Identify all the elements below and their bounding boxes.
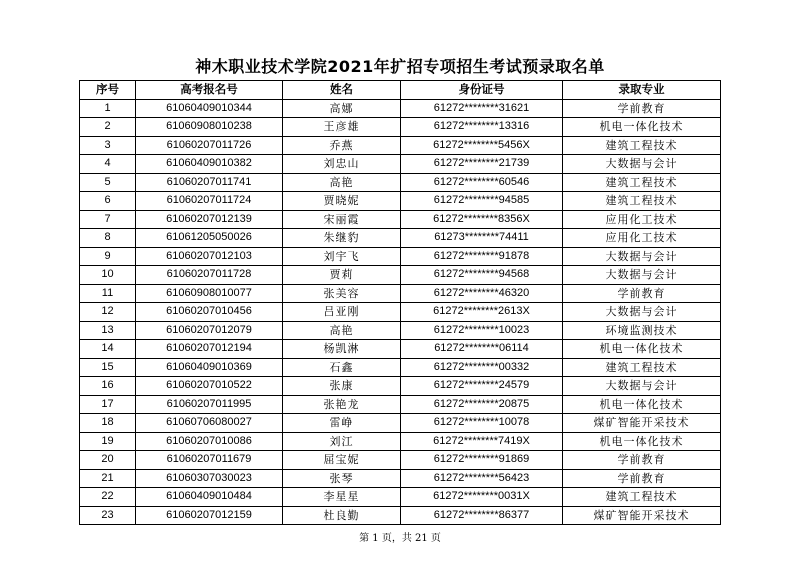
table-header-row [80,81,721,100]
cell-name: 宋丽霞 [283,210,401,229]
table-row [80,192,721,211]
cell-name: 杨凯淋 [283,340,401,359]
cell-major: 建筑工程技术 [563,136,721,155]
cell-seq: 22 [80,488,136,507]
cell-id-no: 61272********56423 [401,469,563,488]
cell-major: 应用化工技术 [563,210,721,229]
cell-name: 王彦雄 [283,118,401,137]
table-row [80,229,721,248]
table-row [80,266,721,285]
cell-name: 雷峥 [283,414,401,433]
table-row [80,210,721,229]
header-major: 录取专业 [563,81,721,100]
cell-name: 刘忠山 [283,155,401,174]
cell-id-no: 61272********20875 [401,395,563,414]
table-row [80,358,721,377]
cell-seq: 12 [80,303,136,322]
cell-name: 张琴 [283,469,401,488]
cell-seq: 11 [80,284,136,303]
cell-major: 应用化工技术 [563,229,721,248]
cell-exam-no: 61060207011726 [136,136,283,155]
cell-id-no: 61272********24579 [401,377,563,396]
cell-exam-no: 61060207010522 [136,377,283,396]
header-id-no: 身份证号 [401,81,563,100]
cell-exam-no: 61060207010456 [136,303,283,322]
table-row [80,247,721,266]
cell-exam-no: 61060409010484 [136,488,283,507]
cell-name: 石鑫 [283,358,401,377]
cell-seq: 16 [80,377,136,396]
cell-major: 建筑工程技术 [563,358,721,377]
cell-major: 学前教育 [563,469,721,488]
cell-major: 建筑工程技术 [563,192,721,211]
cell-name: 高艳 [283,321,401,340]
cell-major: 学前教育 [563,284,721,303]
cell-seq: 5 [80,173,136,192]
cell-major: 机电一体化技术 [563,395,721,414]
cell-name: 高艳 [283,173,401,192]
cell-exam-no: 61060307030023 [136,469,283,488]
cell-name: 张艳龙 [283,395,401,414]
cell-exam-no: 61060207010086 [136,432,283,451]
cell-seq: 6 [80,192,136,211]
cell-seq: 13 [80,321,136,340]
table-row [80,432,721,451]
cell-name: 李星星 [283,488,401,507]
cell-seq: 17 [80,395,136,414]
cell-id-no: 61272********0031X [401,488,563,507]
cell-seq: 21 [80,469,136,488]
cell-major: 学前教育 [563,99,721,118]
table-row [80,155,721,174]
cell-major: 大数据与会计 [563,266,721,285]
cell-seq: 7 [80,210,136,229]
cell-exam-no: 61060409010369 [136,358,283,377]
cell-name: 张美容 [283,284,401,303]
header-exam-no: 高考报名号 [136,81,283,100]
table-row [80,321,721,340]
header-name: 姓名 [283,81,401,100]
cell-major: 机电一体化技术 [563,432,721,451]
cell-seq: 15 [80,358,136,377]
cell-name: 高娜 [283,99,401,118]
cell-seq: 14 [80,340,136,359]
cell-id-no: 61272********31621 [401,99,563,118]
cell-major: 大数据与会计 [563,155,721,174]
table-row [80,284,721,303]
cell-id-no: 61272********00332 [401,358,563,377]
cell-major: 学前教育 [563,451,721,470]
table-row [80,377,721,396]
cell-seq: 8 [80,229,136,248]
cell-major: 环境监测技术 [563,321,721,340]
page-title: 神木职业技术学院2021年扩招专项招生考试预录取名单 [195,57,605,76]
page-number: 第 1 页，共 21 页 [359,533,441,544]
cell-seq: 4 [80,155,136,174]
table-row [80,414,721,433]
table-body [80,99,721,525]
cell-id-no: 61272********7419X [401,432,563,451]
table-row [80,99,721,118]
cell-id-no: 61272********60546 [401,173,563,192]
cell-seq: 19 [80,432,136,451]
cell-exam-no: 61060207012079 [136,321,283,340]
cell-name: 屈宝妮 [283,451,401,470]
table-row [80,118,721,137]
cell-exam-no: 61060207011728 [136,266,283,285]
cell-exam-no: 61060207011724 [136,192,283,211]
cell-name: 贾晓妮 [283,192,401,211]
cell-seq: 20 [80,451,136,470]
cell-name: 杜良勤 [283,506,401,525]
header-seq: 序号 [80,81,136,100]
cell-major: 建筑工程技术 [563,173,721,192]
cell-name: 贾莉 [283,266,401,285]
cell-id-no: 61272********2613X [401,303,563,322]
cell-exam-no: 61060207012139 [136,210,283,229]
cell-major: 大数据与会计 [563,303,721,322]
cell-exam-no: 61060207012194 [136,340,283,359]
cell-seq: 1 [80,99,136,118]
cell-name: 刘江 [283,432,401,451]
table-row [80,395,721,414]
cell-exam-no: 61060207012103 [136,247,283,266]
table-row [80,136,721,155]
cell-id-no: 61272********8356X [401,210,563,229]
cell-id-no: 61273********74411 [401,229,563,248]
cell-major: 机电一体化技术 [563,340,721,359]
cell-name: 刘宇飞 [283,247,401,266]
cell-name: 乔燕 [283,136,401,155]
cell-major: 大数据与会计 [563,377,721,396]
cell-seq: 2 [80,118,136,137]
cell-exam-no: 61060706080027 [136,414,283,433]
table-row [80,303,721,322]
cell-name: 张康 [283,377,401,396]
cell-id-no: 61272********91869 [401,451,563,470]
cell-name: 吕亚刚 [283,303,401,322]
cell-id-no: 61272********46320 [401,284,563,303]
cell-seq: 23 [80,506,136,525]
table-row [80,340,721,359]
cell-exam-no: 61060908010238 [136,118,283,137]
cell-id-no: 61272********91878 [401,247,563,266]
cell-major: 建筑工程技术 [563,488,721,507]
cell-exam-no: 61060908010077 [136,284,283,303]
cell-seq: 3 [80,136,136,155]
cell-major: 机电一体化技术 [563,118,721,137]
admission-table [79,80,721,525]
cell-exam-no: 61060207011679 [136,451,283,470]
cell-seq: 18 [80,414,136,433]
cell-exam-no: 61060207011995 [136,395,283,414]
cell-id-no: 61272********94585 [401,192,563,211]
cell-id-no: 61272********13316 [401,118,563,137]
cell-id-no: 61272********10023 [401,321,563,340]
cell-name: 朱继豹 [283,229,401,248]
table-row [80,173,721,192]
table-row [80,506,721,525]
cell-id-no: 61272********86377 [401,506,563,525]
cell-id-no: 61272********94568 [401,266,563,285]
cell-id-no: 61272********06114 [401,340,563,359]
table-row [80,451,721,470]
cell-major: 煤矿智能开采技术 [563,414,721,433]
cell-exam-no: 61060409010344 [136,99,283,118]
table-row [80,469,721,488]
cell-major: 大数据与会计 [563,247,721,266]
cell-seq: 10 [80,266,136,285]
cell-exam-no: 61060207012159 [136,506,283,525]
cell-exam-no: 61060207011741 [136,173,283,192]
cell-major: 煤矿智能开采技术 [563,506,721,525]
cell-exam-no: 61060409010382 [136,155,283,174]
cell-seq: 9 [80,247,136,266]
cell-id-no: 61272********21739 [401,155,563,174]
cell-id-no: 61272********10078 [401,414,563,433]
cell-exam-no: 61061205050026 [136,229,283,248]
table-row [80,488,721,507]
cell-id-no: 61272********5456X [401,136,563,155]
